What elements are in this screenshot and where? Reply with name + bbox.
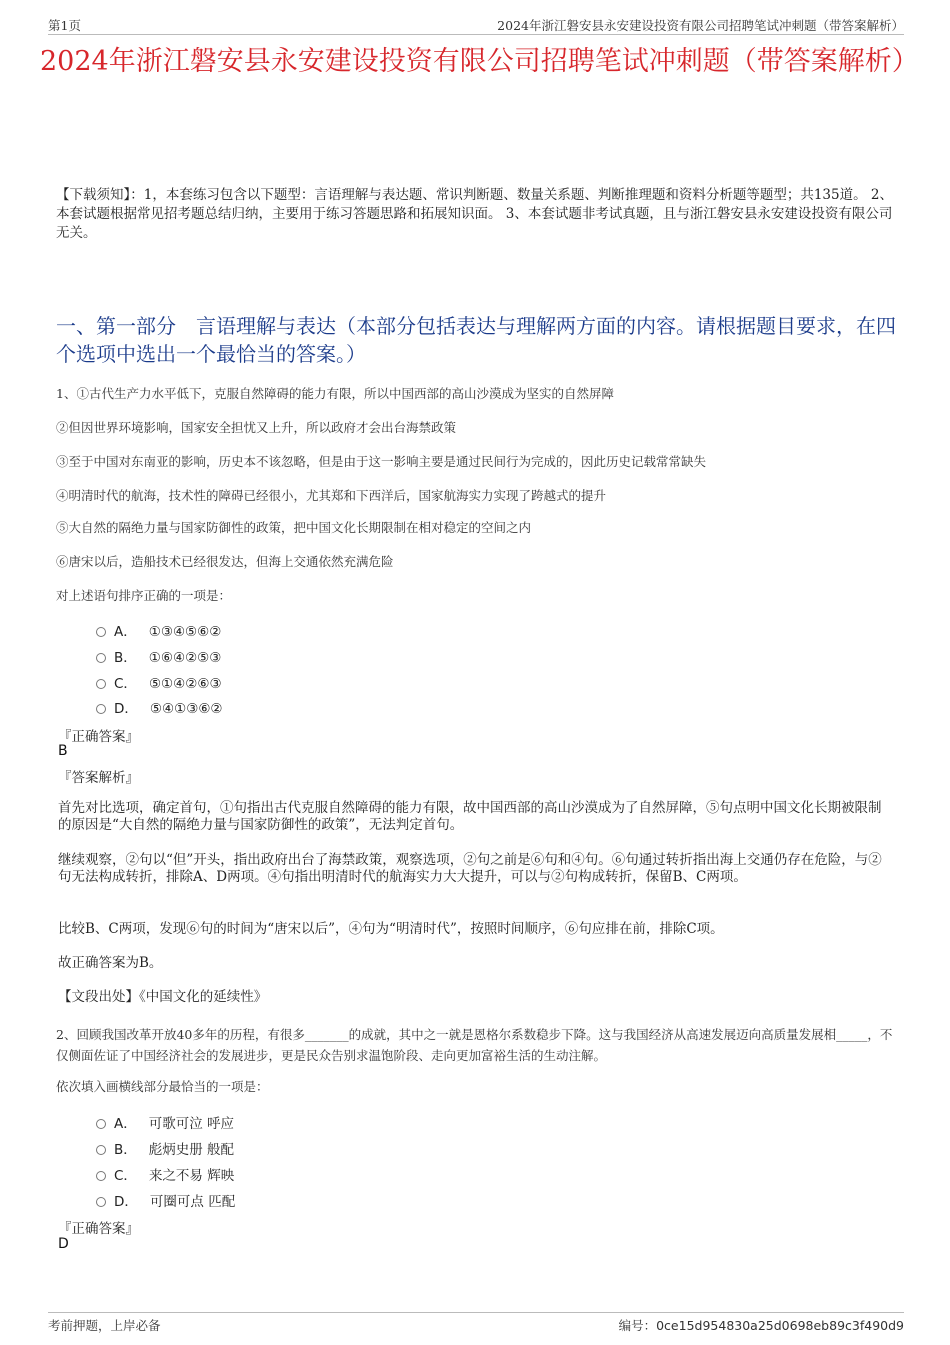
q1-line-6: ⑥唐宋以后，造船技术已经很发达，但海上交通依然充满危险	[56, 554, 394, 569]
header-doc-title: 2024年浙江磐安县永安建设投资有限公司招聘笔试冲刺题（带答案解析）	[497, 18, 904, 33]
q1-line-3: ③至于中国对东南亚的影响，历史本不该忽略，但是由于这一影响主要是通过民间行为完成的，因此历史记载常常缺失	[56, 454, 707, 469]
q1-analysis-p3: 比较B、C两项，发现⑥句的时间为“唐宋以后”，④句为“明清时代”，按照时间顺序，⑥句应排在前，排除C项。	[58, 921, 724, 937]
q1-option-a[interactable]	[96, 620, 221, 640]
q1-answer: B	[58, 743, 68, 759]
radio-icon[interactable]	[96, 1119, 106, 1129]
q1-analysis-label: 『答案解析』	[58, 770, 139, 786]
option-text: ⑤④①③⑥②	[149, 701, 223, 717]
q1-option-d[interactable]	[96, 697, 223, 717]
q2-answer: D	[58, 1236, 69, 1252]
page-number: 第1页	[48, 18, 81, 33]
radio-icon[interactable]	[96, 653, 106, 663]
download-notice: 【下载须知】：1，本套练习包含以下题型：言语理解与表达题、常识判断题、数量关系题、判断推理题和资料分析题等题型；共135道。 2、本套试题根据常见招考题总结归纳，主要用于练习答题思路和拓展知识面。 3、本套试题非考试真题，且与浙江磐安县永安建设投资有限公司无关。	[56, 187, 893, 241]
q1-option-b[interactable]	[96, 646, 221, 666]
q2-stem: 2、回顾我国改革开放40多年的历程，有很多_______的成就，其中之一就是恩格尔系数稳步下降。这与我国经济从高速发展迈向高质量发展相_____，不仅侧面佐证了中国经济社会的发展进步，更是民众告别求温饱阶段、走向更加富裕生活的生动注解。	[56, 1027, 893, 1063]
q2-answer-label: 『正确答案』	[58, 1221, 139, 1237]
radio-icon[interactable]	[96, 1197, 106, 1207]
q1-source: 【文段出处】《中国文化的延续性》	[58, 989, 268, 1005]
radio-icon[interactable]	[96, 1171, 106, 1181]
option-text: 可圈可点 匹配	[149, 1194, 236, 1210]
q1-analysis-p1: 首先对比选项，确定首句，①句指出古代克服自然障碍的能力有限，故中国西部的高山沙漠成为了自然屏障，⑤句点明中国文化长期被限制的原因是“大自然的隔绝力量与国家防御性的政策”，无法判定首句。	[58, 800, 882, 833]
option-text: ①③④⑤⑥②	[148, 624, 222, 640]
q2-prompt: 依次填入画横线部分最恰当的一项是：	[56, 1079, 269, 1094]
q1-analysis-p4: 故正确答案为B。	[58, 955, 163, 971]
option-letter: A．	[114, 1116, 137, 1132]
page-header	[48, 14, 904, 35]
section-title: 一、第一部分 言语理解与表达（本部分包括表达与理解两方面的内容。请根据题目要求，在四个选项中选出一个最恰当的答案。）	[56, 314, 896, 366]
option-letter: C．	[114, 676, 137, 692]
radio-icon[interactable]	[96, 704, 106, 714]
option-text: 可歌可泣 呼应	[148, 1116, 235, 1132]
option-text: ⑤①④②⑥③	[148, 676, 222, 692]
q1-line-5: ⑤大自然的隔绝力量与国家防御性的政策，把中国文化长期限制在相对稳定的空间之内	[56, 520, 532, 535]
page-footer	[48, 1312, 904, 1335]
option-text: 彪炳史册 般配	[148, 1142, 235, 1158]
q1-option-c[interactable]	[96, 672, 222, 692]
code-value: 0ce15d954830a25d0698eb89c3f490d9	[656, 1318, 904, 1333]
q2-option-d[interactable]	[96, 1190, 235, 1210]
radio-icon[interactable]	[96, 679, 106, 689]
radio-icon[interactable]	[96, 1145, 106, 1155]
option-letter: B．	[114, 1142, 137, 1158]
option-letter: D．	[114, 701, 138, 717]
footer-slogan: 考前押题，上岸必备	[48, 1318, 161, 1333]
q1-line-4: ④明清时代的航海，技术性的障碍已经很小，尤其郑和下西洋后，国家航海实力实现了跨越式的提升	[56, 488, 607, 503]
q2-option-a[interactable]	[96, 1112, 234, 1132]
radio-icon[interactable]	[96, 627, 106, 637]
footer-code	[619, 1316, 904, 1334]
q1-answer-label: 『正确答案』	[58, 729, 139, 745]
q1-prompt: 对上述语句排序正确的一项是：	[56, 588, 232, 603]
option-letter: A．	[114, 624, 137, 640]
q1-analysis-p2: 继续观察，②句以“但”开头，指出政府出台了海禁政策，观察选项，②句之前是⑥句和④句。⑥句通过转折指出海上交通仍存在危险，与②句无法构成转折，排除A、D两项。④句指出明清时代的航海实力大大提升，可以与②句构成转折，保留B、C两项。	[58, 852, 882, 885]
option-text: ①⑥④②⑤③	[148, 650, 222, 666]
q2-option-c[interactable]	[96, 1164, 234, 1184]
document-title: 2024年浙江磐安县永安建设投资有限公司招聘笔试冲刺题（带答案解析）	[40, 46, 919, 77]
option-letter: C．	[114, 1168, 137, 1184]
option-letter: B．	[114, 650, 137, 666]
q2-option-b[interactable]	[96, 1138, 234, 1158]
code-label: 编号：	[618, 1318, 657, 1333]
option-letter: D．	[114, 1194, 138, 1210]
option-text: 来之不易 辉映	[148, 1168, 235, 1184]
q1-line-1: 1、①古代生产力水平低下，克服自然障碍的能力有限，所以中国西部的高山沙漠成为坚实的自然屏障	[56, 386, 614, 401]
q1-line-2: ②但因世界环境影响，国家安全担忧又上升，所以政府才会出台海禁政策	[56, 420, 457, 435]
